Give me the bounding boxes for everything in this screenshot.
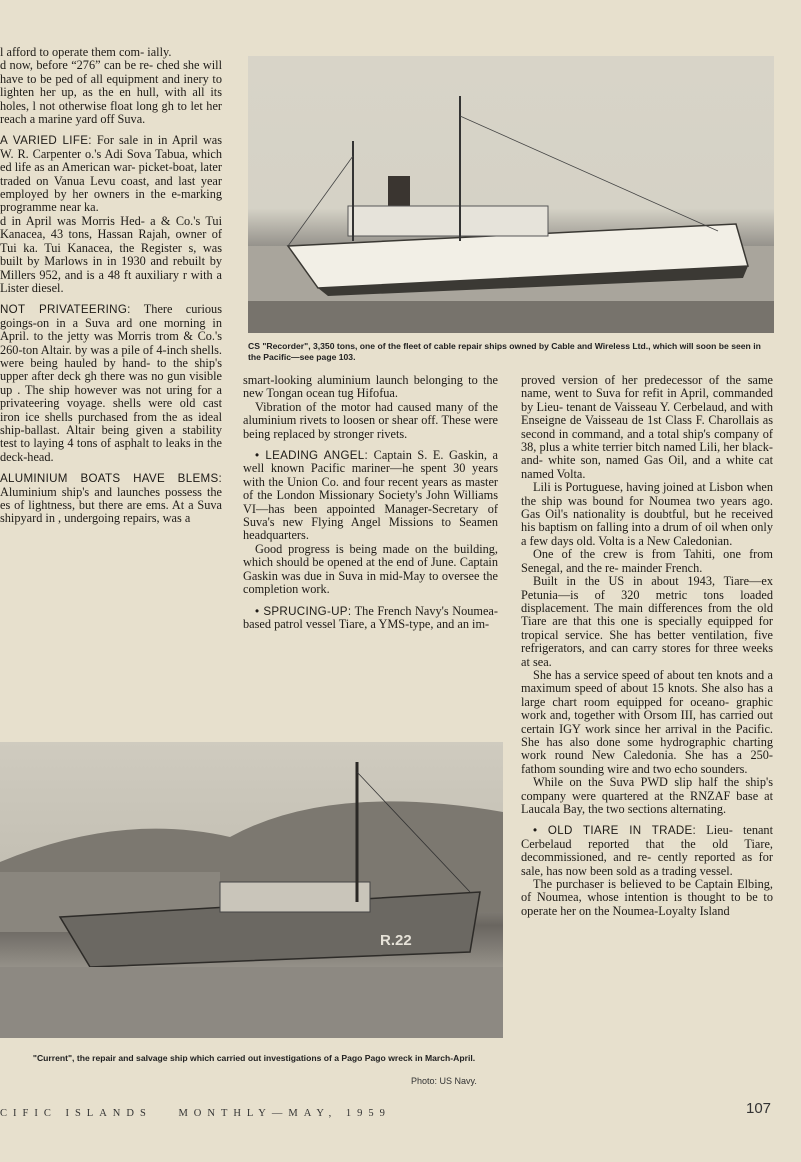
photo-cable-ship-recorder bbox=[248, 56, 774, 333]
photo-caption-top: CS "Recorder", 3,350 tons, one of the fleet of cable repair ships owned by Cable and Wireless Ltd., which will soon be seen in the Pacific—see page 103. bbox=[248, 341, 761, 362]
article-column-2 bbox=[243, 374, 498, 631]
page-number: 107 bbox=[746, 1100, 772, 1117]
article-column-3 bbox=[521, 374, 773, 918]
section-paragraph: ALUMINIUM BOATS HAVE BLEMS: Aluminium ship's and launches possess the es of lightness, but there are ems. At a Suva shipyard in , undergoing repairs, was a bbox=[0, 472, 222, 526]
paragraph: One of the crew is from Tahiti, one from Senegal, and the re- mainder French. bbox=[521, 547, 773, 575]
paragraph: d now, before “276” can be re- ched she will have to be ped of all equipment and inery to lighten her up, as the en hull, with all its holes, l not otherwise float long gh to let her reach a marine yard off Suva. bbox=[0, 58, 222, 127]
paragraph: She has a service speed of about ten knots and a maximum speed of about 15 knots. She also has a large chart room equipped for oceano- graphic work and, together with Orsom III, has carried out certain IGY work since her arrival in the Pacific. She has also done some hydrographic charting work round New Caledonia. She has a 250- fathom sounding wire and two echo sounders. bbox=[521, 667, 773, 776]
section-paragraph: • LEADING ANGEL: Captain S. E. Gaskin, a well known Pacific mariner—he spent 30 years with the Union Co. and four recent years as master of the London Missionary Society's John Williams VI—has been appointed Manager-Secretary of Suva's new Flying Angel Missions to Seamen headquarters. bbox=[243, 448, 498, 543]
photo-salvage-ship-current bbox=[0, 742, 503, 1038]
paragraph: l afford to operate them com- ially. bbox=[0, 45, 172, 59]
section-paragraph: A VARIED LIFE: For sale in in April was W. R. Carpenter o.'s Adi Sova Tabua, which ed life as an American war- picket-boat, later traded on Vanua Levu coast, and last year employed by her owners in the e-marking programme near ka. bbox=[0, 133, 222, 215]
hull-number: R.22 bbox=[380, 932, 412, 949]
footer-issue-date: MONTHLY—MAY, 1959 bbox=[178, 1108, 391, 1119]
running-footer bbox=[0, 1108, 600, 1119]
section-heading: • LEADING ANGEL: bbox=[255, 449, 369, 463]
section-heading: • SPRUCING-UP: bbox=[255, 604, 352, 618]
paragraph: Built in the US in about 1943, Tiare—ex Petunia—is of 320 metric tons loaded displacement. The main differences from the old Tiare are that this one is specially equipped for tropical service. She has better ventilation, five refrigerators, and can carry stores for three weeks at sea. bbox=[521, 574, 773, 669]
paragraph: Good progress is being made on the building, which should be opened at the end of June. Captain Gaskin was due in Suva in mid-May to oversee the completion work. bbox=[243, 541, 498, 597]
paragraph: Lili is Portuguese, having joined at Lisbon when the ship was bound for Noumea two years ago. Gas Oil's nationality is doubtful, but he received his baptism on falling into a drum of oil when only a few days old. Volta is a New Caledonian. bbox=[521, 480, 773, 548]
footer-magazine-name: CIFIC ISLANDS bbox=[0, 1108, 152, 1119]
harbour-illustration bbox=[0, 742, 503, 1038]
photo-credit: Photo: US Navy. bbox=[411, 1076, 477, 1086]
paragraph: The purchaser is believed to be Captain Elbing, of Noumea, whose intention is thought to be to operate her on the Noumea-Loyalty Island bbox=[521, 877, 773, 918]
section-heading: ALUMINIUM BOATS HAVE BLEMS: bbox=[0, 472, 222, 486]
section-paragraph: • OLD TIARE IN TRADE: Lieu- tenant Cerbelaud reported that the old Tiare, decommissioned, and re- cently reported as for sale, has now been sold as a trading vessel. bbox=[521, 823, 774, 878]
section-paragraph: • SPRUCING-UP: The French Navy's Noumea-based patrol vessel Tiare, a YMS-type, and an im- bbox=[243, 603, 498, 631]
section-paragraph: NOT PRIVATEERING: There curious goings-on in a Suva ard one morning in April. to the jetty was Morris trom & Co.'s 260-ton Altair. by was a pile of 4-inch shells. were being hauled by hand- to the ship's upper after deck gh there was no gun visible up . The ship however was not uring for a privateering voyage. shells were old cast iron ice shells purchased from the as ideal ship-ballast. Altair being given a stability test to laying 4 tons of asphalt to leaks in the deck-head. bbox=[0, 302, 222, 464]
section-heading: • OLD TIARE IN TRADE: bbox=[533, 824, 697, 838]
ship-illustration bbox=[248, 56, 774, 333]
paragraph: smart-looking aluminium launch belonging to the new Tongan ocean tug Hifofua. bbox=[243, 373, 498, 401]
photo-caption-bottom: "Current", the repair and salvage ship which carried out investigations of a Pago Pago wreck in March-April. bbox=[32, 1053, 476, 1063]
paragraph: While on the Suva PWD slip half the ship's company were quartered at the RNZAF base at Laucala Bay, the two sections alternating. bbox=[521, 775, 773, 816]
paragraph: Vibration of the motor had caused many of the aluminium rivets to loosen or shear off. These were being replaced by stronger rivets. bbox=[243, 399, 498, 441]
paragraph: d in April was Morris Hed- a & Co.'s Tui Kanacea, 43 tons, Hassan Rajah, owner of Tui ka. Tui Kanacea, the Register s, was built by Marlows in in 1930 and rebuilt by Millers 952, and is a 48 ft auxiliary r with a Lister diesel. bbox=[0, 213, 222, 295]
section-heading: NOT PRIVATEERING: bbox=[0, 303, 131, 317]
section-heading: A VARIED LIFE: bbox=[0, 134, 92, 148]
article-column-1 bbox=[0, 46, 222, 526]
paragraph: proved version of her predecessor of the same name, went to Suva for refit in April, commanded by Lieu- tenant de Vaisseau Y. Cerbelaud, and with Enseigne de Vaisseau de 1st Class F. Charollais as second in command, and a total ship's company of 38, plus a white terrier bitch named Lili, her black-and- white son, named Gas Oil, and a white cat named Volta. bbox=[521, 373, 773, 481]
